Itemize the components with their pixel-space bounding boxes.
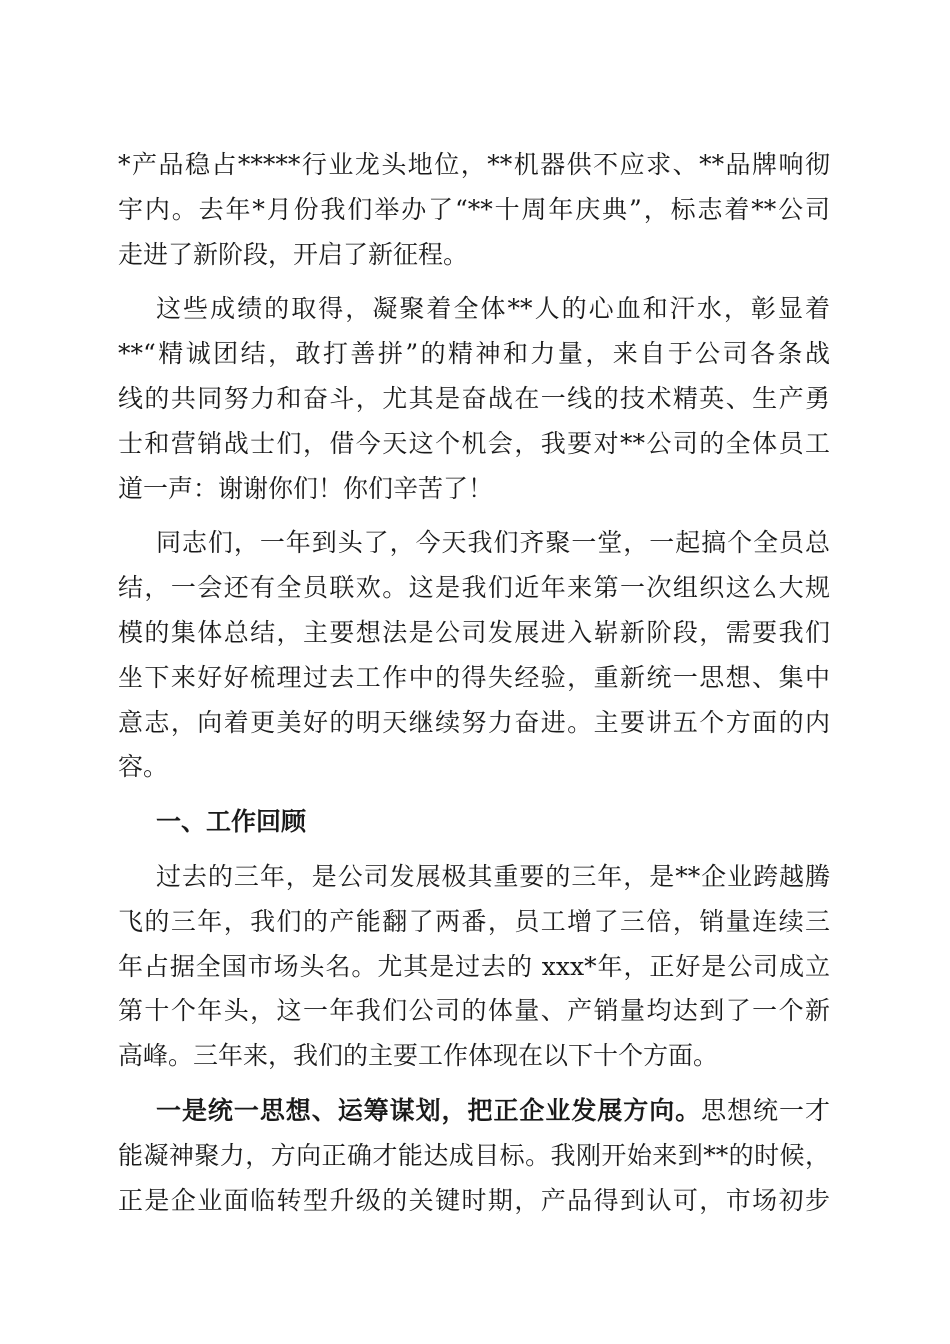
paragraph-summary-intro xyxy=(118,521,830,790)
point-one-lead: 一是统一思想、运筹谋划，把正企业发展方向。 xyxy=(156,1095,702,1125)
text-line: 模的集体总结，主要想法是公司发展进入崭新阶段，需要我们 xyxy=(118,617,830,647)
section-heading: 一、工作回顾 xyxy=(156,807,307,837)
text-line: 飞的三年，我们的产能翻了两番，员工增了三倍，销量连续三 xyxy=(118,906,830,936)
text-line: 过去的三年，是公司发展极其重要的三年，是**企业跨越腾 xyxy=(156,861,830,891)
text-line: 结，一会还有全员联欢。这是我们近年来第一次组织这么大规 xyxy=(118,573,830,603)
paragraph-achievements xyxy=(118,143,830,277)
text-line: **“精诚团结，敢打善拼”的精神和力量，来自于公司各条战 xyxy=(118,339,830,369)
paragraph-point-one xyxy=(118,1089,830,1223)
section-work-review xyxy=(118,800,830,845)
document-body xyxy=(118,143,830,1233)
paragraph-review xyxy=(118,855,830,1079)
text-line: 容。 xyxy=(118,752,169,782)
text-line: 高峰。三年来，我们的主要工作体现在以下十个方面。 xyxy=(118,1041,719,1071)
text-line: 意志，向着更美好的明天继续努力奋进。主要讲五个方面的内 xyxy=(118,707,830,737)
text-line: 线的共同努力和奋斗，尤其是奋战在一线的技术精英、生产勇 xyxy=(118,383,830,413)
text-line: 宇内。去年*月份我们举办了“**十周年庆典”，标志着**公司 xyxy=(118,194,830,224)
text-line xyxy=(118,1089,830,1134)
text-line: 第十个年头，这一年我们公司的体量、产销量均达到了一个新 xyxy=(118,996,830,1026)
text-line: 能凝神聚力，方向正确才能达成目标。我刚开始来到**的时候， xyxy=(118,1140,830,1170)
text-line: 年占据全国市场头名。尤其是过去的 xxx*年，正好是公司成立 xyxy=(118,951,830,981)
point-one-first-line-rest: 思想统一才 xyxy=(701,1095,830,1125)
paragraph-thanks xyxy=(118,287,830,511)
text-line: 走进了新阶段，开启了新征程。 xyxy=(118,239,469,269)
text-line: 士和营销战士们，借今天这个机会，我要对**公司的全体员工 xyxy=(118,428,830,458)
text-line: 道一声：谢谢你们！你们辛苦了！ xyxy=(118,473,494,503)
text-line: *产品稳占*****行业龙头地位，**机器供不应求、**品牌响彻 xyxy=(118,150,830,179)
text-line: 同志们，一年到头了，今天我们齐聚一堂，一起搞个全员总 xyxy=(156,528,830,558)
text-line: 坐下来好好梳理过去工作中的得失经验，重新统一思想、集中 xyxy=(118,662,830,692)
text-line: 这些成绩的取得，凝聚着全体**人的心血和汗水，彰显着 xyxy=(156,294,830,324)
text-line: 正是企业面临转型升级的关键时期，产品得到认可，市场初步 xyxy=(118,1185,830,1215)
